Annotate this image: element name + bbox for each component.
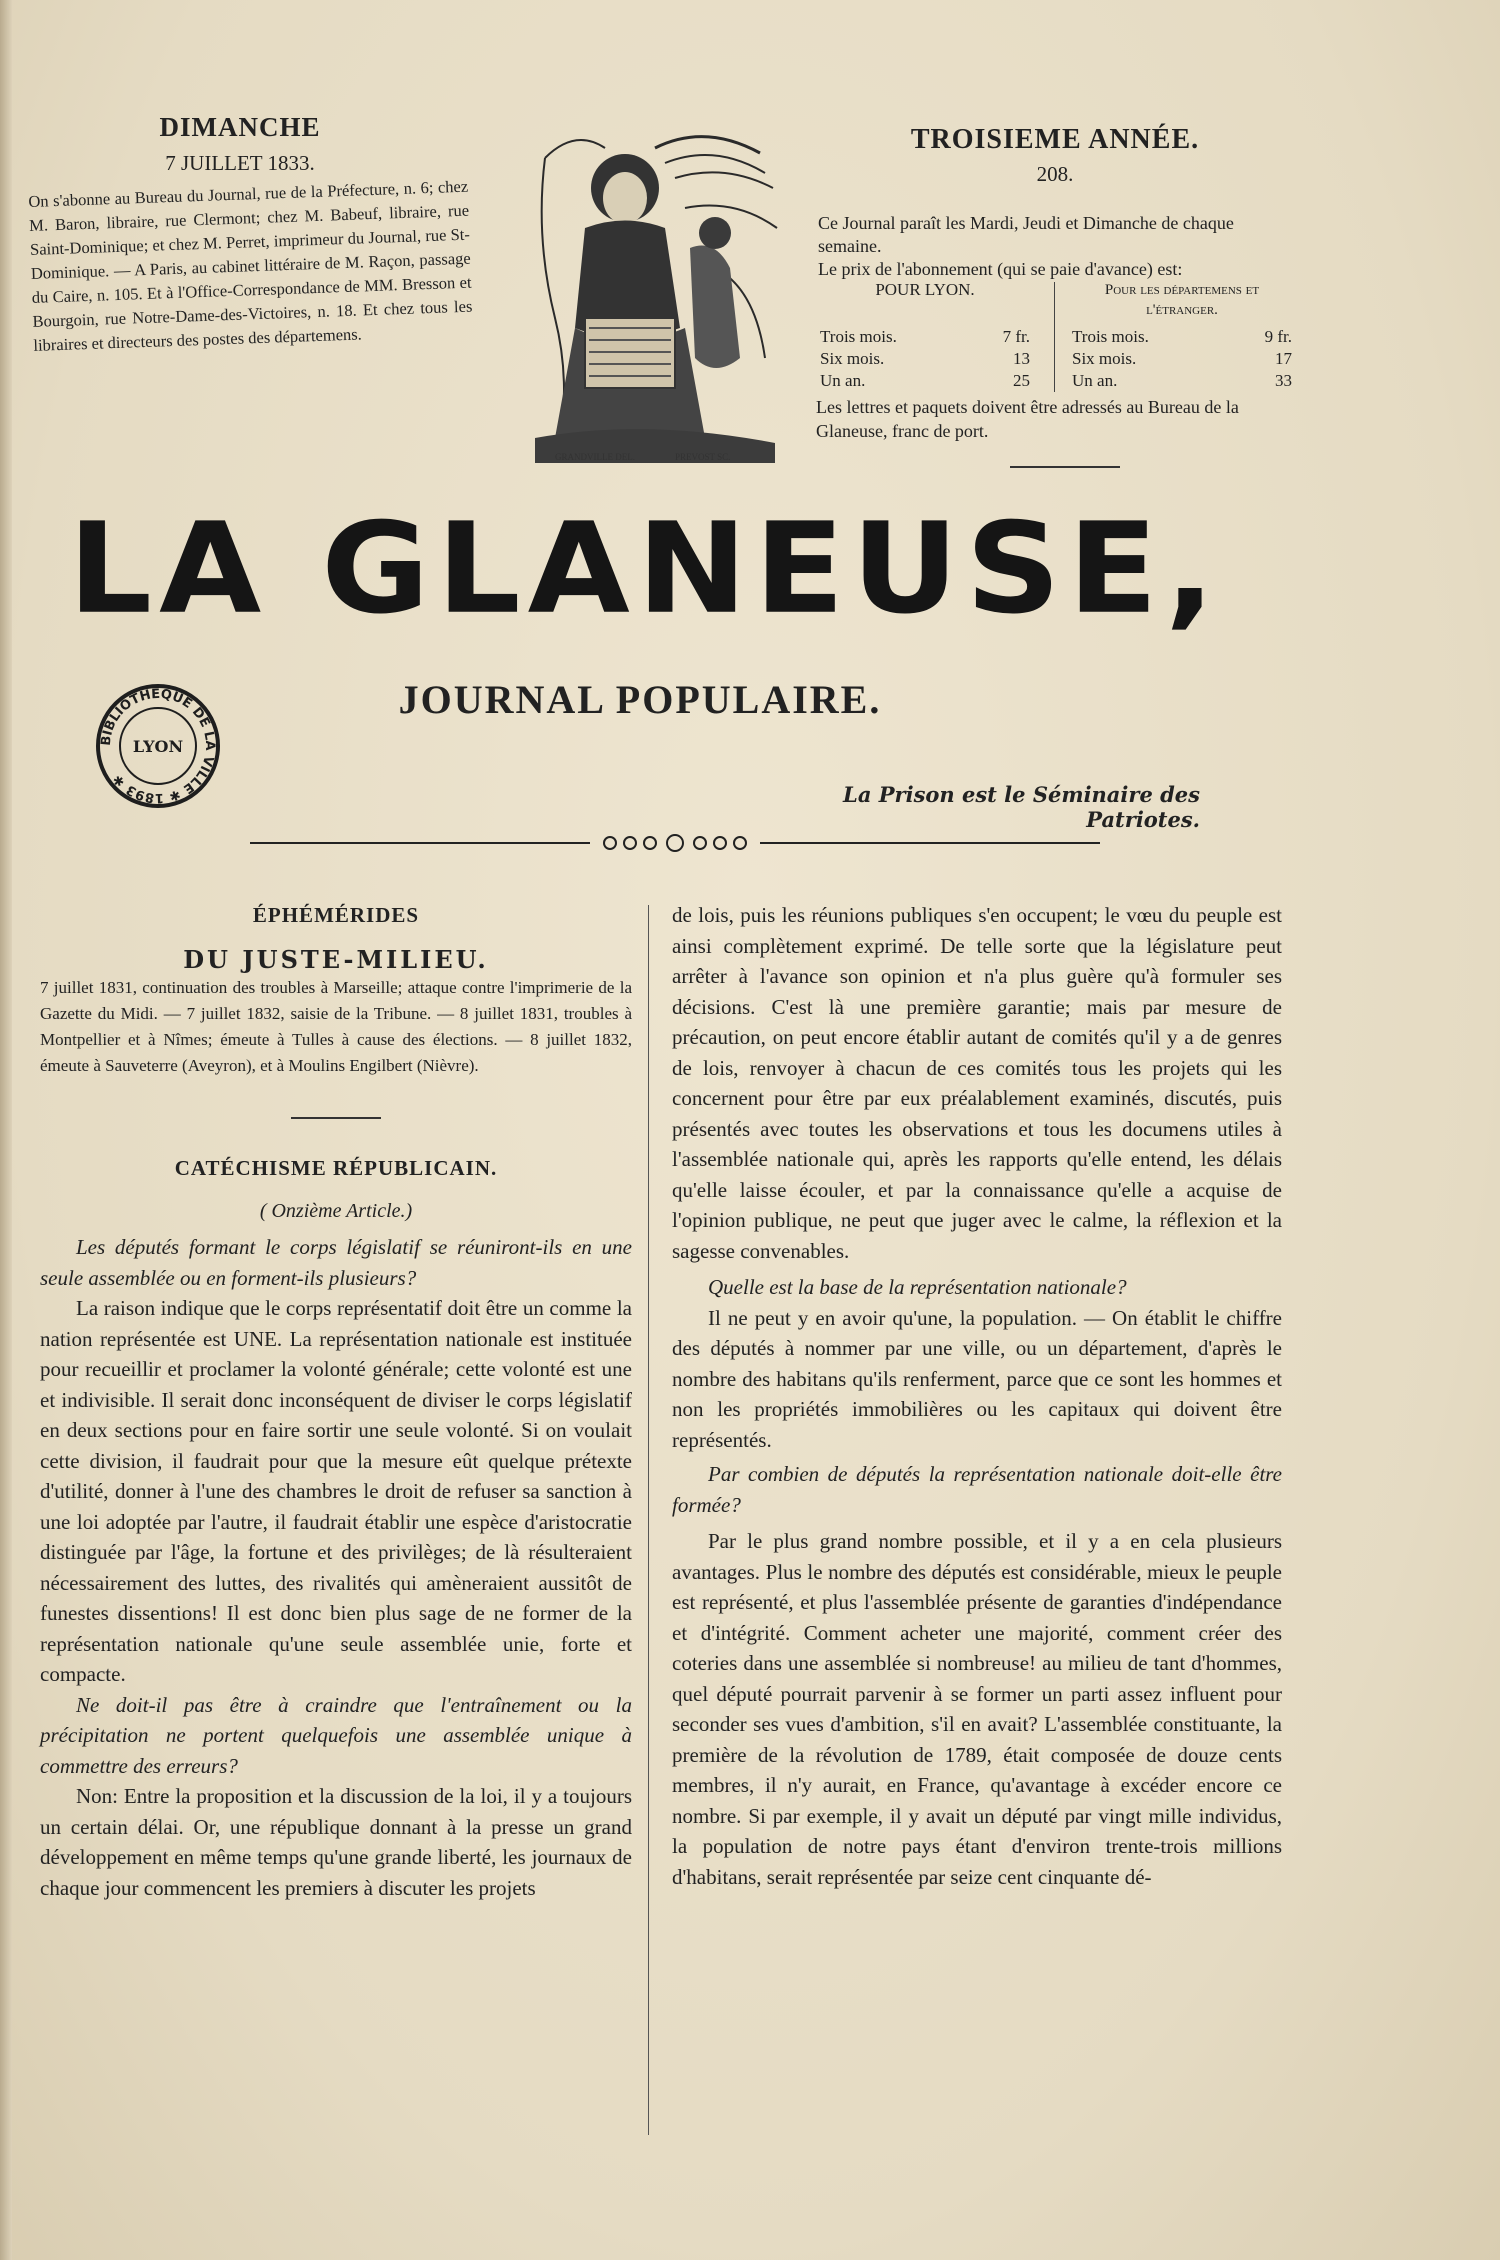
ephemerides-text: 7 juillet 1831, continuation des troubles à Marseille; attaque contre l'imprimerie de la Gazette du Midi. — 7 juillet 1832, saisie de la Tribune. — 8 juillet 1831, troubles à Montpellier et à Nîmes; émeute à Tulles à cause des élections. — 8 juillet 1832, émeute à Sauveterre (Aveyron), et à Moulins Engilbert (Nièvre). <box>40 978 632 1075</box>
newspaper-motto: La Prison est le Séminaire des Patriotes. <box>843 782 1200 832</box>
issue-date: 7 JUILLET 1833. <box>165 151 315 175</box>
price-row <box>1072 348 1292 370</box>
year-block <box>810 124 1300 187</box>
newspaper-subtitle: JOURNAL POPULAIRE. <box>398 677 882 722</box>
price-row <box>1072 326 1292 348</box>
answer-paragraph: La raison indique que le corps représentatif doit être un comme la nation représentée est UNE. La représentation nationale est instituée pour recueillir et proclamer la volonté générale; cette volonté est une et indivisible. Il serait donc inconséquent de diviser le corps législatif en deux sections pour en faire sortir une seule volonté. Si on voulait cette division, il faudrait pour que la mesure eût quelque prétexte d'utilité, donner à l'une des chambres le droit de refuser sa sanction à une loi adoptée par l'autre, il faudrait établir une espèce d'aristocratie distinguée par l'âge, la fortune et des privilèges; de là résulteraient nécessairement des luttes, des rivalités qui amèneraient aussitôt de funestes dissentions! Il est donc bien plus sage de ne former de la représentation nationale qu'une seule assemblée unie, forte et compacte. <box>40 1296 632 1686</box>
price-heading-departements: Pour les départemens et l'étranger. <box>1104 282 1260 318</box>
price-value: 25 <box>1013 371 1030 390</box>
price-value: 33 <box>1275 371 1292 390</box>
price-row <box>820 370 1030 392</box>
svg-text:GRANDVILLE DEL.: GRANDVILLE DEL. <box>555 452 635 462</box>
header-rule <box>1010 466 1120 468</box>
ephemerides-subtitle: DU JUSTE-MILIEU. <box>183 944 489 974</box>
issue-day: DIMANCHE <box>159 112 321 142</box>
right-column <box>672 900 1282 1892</box>
svg-text:PREVOST SC.: PREVOST SC. <box>675 452 731 462</box>
answer-paragraph: Par le plus grand nombre possible, et il y a en cela plusieurs avantages. Plus le nombre des députés est considérable, mieux le peuple est représenté, et plus l'assemblée présente de garanties d'indépendance et d'intégrité. Comment acheter une majorité, comment créer des coteries dans une assemblée si nombreuse! au milieu de tant d'hommes, quel député pourrait parvenir à se former un parti assez influent pour seconder ses vues d'ambition, s'il en avait? L'assemblée constituante, la première de la révolution de 1789, était composée de douze cents membres, il n'y aurait, en France, qu'avantage à excéder encore ce nombre. Si par exemple, il y avait un député par vingt mille individus, la population de notre pays étant d'environ trente-trois millions d'habitans, serait représentée par seize cent cinquante dé- <box>672 1529 1282 1889</box>
price-value: 9 fr. <box>1264 327 1292 346</box>
library-stamp-icon <box>92 680 224 812</box>
price-label: Trois mois. <box>820 327 897 346</box>
subscription-info: On s'abonne au Bureau du Journal, rue de la Préfecture, n. 6; chez M. Baron, libraire, rue Clermont; chez M. Babeuf, libraire, rue Saint-Dominique; et chez M. Perret, imprimeur du Journal, rue St-Dominique. — A Paris, au cabinet littéraire de M. Raçon, passage du Caire, n. 105. Et à l'Office-Correspondance de MM. Bresson et Bourgoin, rue Notre-Dame-des-Victoires, n. 18. Et chez tous les libraires et directeurs des postes des départemens. <box>28 176 473 355</box>
question: Ne doit-il pas être à craindre que l'entraînement ou la précipitation ne portent quelquefois une assemblée unique à commettre des erreurs? <box>40 1692 632 1778</box>
volume-year: TROISIEME ANNÉE. <box>910 124 1200 155</box>
svg-text:LYON: LYON <box>132 737 184 756</box>
price-label: Un an. <box>1072 371 1118 390</box>
publication-days: Ce Journal paraît les Mardi, Jeudi et Dimanche de chaque semaine. <box>818 213 1234 256</box>
question: Les députés formant le corps législatif se réuniront-ils en une seule assemblée ou en forment-ils plusieurs? <box>40 1235 632 1290</box>
left-column <box>40 900 632 1903</box>
price-heading-lyon: POUR LYON. <box>875 280 975 299</box>
price-value: 17 <box>1275 349 1292 368</box>
date-block <box>110 112 370 176</box>
price-row <box>820 348 1030 370</box>
article-number: ( Onzième Article.) <box>259 1199 413 1222</box>
price-label: Un an. <box>820 371 866 390</box>
gleaner-vignette-illustration <box>515 118 785 463</box>
ornamental-divider <box>250 832 1100 854</box>
question: Par combien de députés la représentation nationale doit-elle être formée? <box>672 1462 1282 1517</box>
svg-text:BIBLIOTHÈQUE DE LA VILLE ✱ 189: BIBLIOTHÈQUE DE LA VILLE ✱ 1893 ✱ <box>98 686 218 806</box>
page-edge <box>0 0 12 2260</box>
price-value: 13 <box>1013 349 1030 368</box>
price-column-lyon <box>820 280 1030 392</box>
price-divider <box>1054 282 1055 392</box>
publication-info <box>818 212 1288 281</box>
price-label: Six mois. <box>820 349 885 368</box>
price-intro: Le prix de l'abonnement (qui se paie d'avance) est: <box>818 259 1183 279</box>
issue-number: 208. <box>1036 162 1074 186</box>
ephemerides-title: ÉPHÉMÉRIDES <box>252 903 420 927</box>
section-rule <box>291 1117 381 1119</box>
newspaper-title: LA GLANEUSE, <box>67 495 1223 643</box>
answer-paragraph: Non: Entre la proposition et la discussion de la loi, il y a toujours un certain délai. Or, une république donnant à la presse un grand développement en même temps qu'une grande liberté, les journaux de chaque jour commencent les premiers à discuter les projets <box>40 1784 632 1900</box>
answer-paragraph: de lois, puis les réunions publiques s'en occupent; le vœu du peuple est ainsi complètement exprimé. De telle sorte que la législature peut arrêter à l'avance son opinion et n'a plus guère qu'à formuler ses décisions. C'est là une première garantie; mais par mesure de précaution, on peut encore établir autant de comités qu'il y a de genres de lois, renvoyer à chacun de ces comités tous les projets qui les concernent pour être par eux préalablement examinés, discutés, puis présentés avec toutes les observations et tous les documens utiles à l'assemblée nationale qui, après les rapports qu'elle entend, les délais qu'elle laisse écouler, et par la connaissance qu'elle a acquise de l'opinion publique, ne peut que juger avec le calme, la réflexion et la sagesse convenables. <box>672 903 1282 1263</box>
price-label: Trois mois. <box>1072 327 1149 346</box>
answer-paragraph: Il ne peut y en avoir qu'une, la population. — On établit le chiffre des députés à nommer par une ville, ou un département, d'après le nombre des habitans qu'ils renferment, parce que ce sont les hommes et non les propriétés immobilières ou les capitaux qui doivent être représentés. <box>672 1305 1282 1452</box>
price-label: Six mois. <box>1072 349 1137 368</box>
price-column-departements <box>1072 280 1292 392</box>
price-row <box>1072 370 1292 392</box>
column-divider <box>648 905 649 2135</box>
price-row <box>820 326 1030 348</box>
catechism-title: CATÉCHISME RÉPUBLICAIN. <box>174 1156 498 1180</box>
question: Quelle est la base de la représentation nationale? <box>708 1275 1127 1299</box>
price-value: 7 fr. <box>1002 327 1030 346</box>
letters-notice: Les lettres et paquets doivent être adressés au Bureau de la Glaneuse, franc de port. <box>816 397 1239 441</box>
